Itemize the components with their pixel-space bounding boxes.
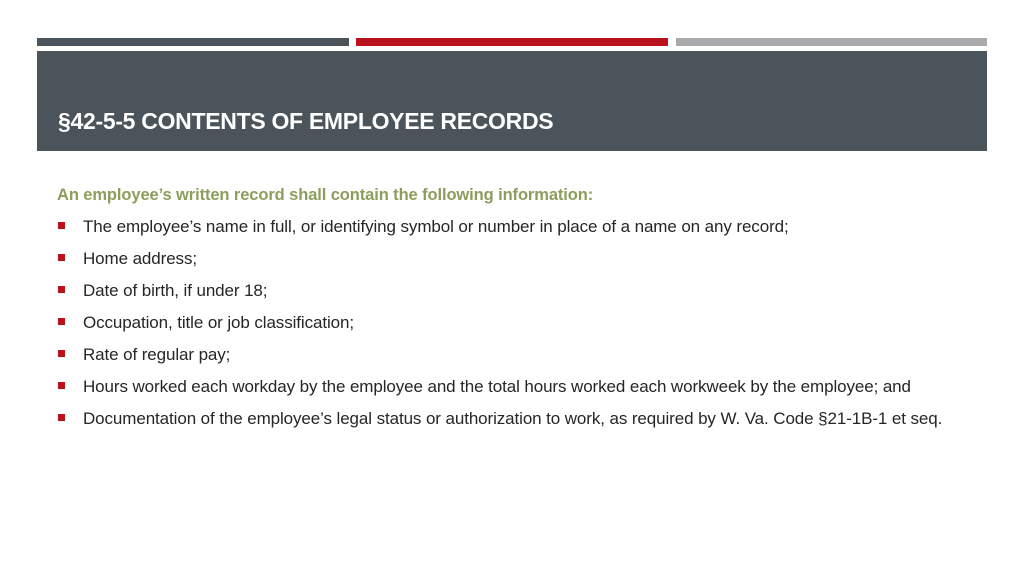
intro-text: An employee’s written record shall contain the following information: bbox=[57, 186, 594, 204]
list-item bbox=[57, 408, 957, 429]
slide-content bbox=[57, 184, 957, 440]
list-item bbox=[57, 376, 957, 397]
list-item bbox=[57, 344, 957, 365]
square-bullet-icon bbox=[58, 414, 65, 421]
square-bullet-icon bbox=[58, 318, 65, 325]
list-item-text: Hours worked each workday by the employee and the total hours worked each workweek by the employee; and bbox=[83, 377, 911, 396]
list-item bbox=[57, 248, 957, 269]
list-item-text: The employee’s name in full, or identifying symbol or number in place of a name on any record; bbox=[83, 217, 789, 236]
list-item bbox=[57, 280, 957, 301]
list-item-text: Documentation of the employee’s legal status or authorization to work, as required by W. Va. Code §21-1B-1 et seq. bbox=[83, 409, 943, 428]
bullet-list bbox=[57, 216, 957, 429]
title-banner bbox=[37, 51, 987, 151]
list-item-text: Rate of regular pay; bbox=[83, 345, 231, 364]
square-bullet-icon bbox=[58, 286, 65, 293]
list-item-text: Home address; bbox=[83, 249, 197, 268]
accent-bar-gray bbox=[676, 38, 987, 46]
square-bullet-icon bbox=[58, 350, 65, 357]
accent-bar-red bbox=[356, 38, 668, 46]
accent-bar-dark bbox=[37, 38, 349, 46]
square-bullet-icon bbox=[58, 382, 65, 389]
list-item bbox=[57, 216, 957, 237]
square-bullet-icon bbox=[58, 222, 65, 229]
list-item bbox=[57, 312, 957, 333]
square-bullet-icon bbox=[58, 254, 65, 261]
list-item-text: Occupation, title or job classification; bbox=[83, 313, 354, 332]
slide-title: §42-5-5 CONTENTS OF EMPLOYEE RECORDS bbox=[58, 108, 554, 134]
list-item-text: Date of birth, if under 18; bbox=[83, 281, 268, 300]
